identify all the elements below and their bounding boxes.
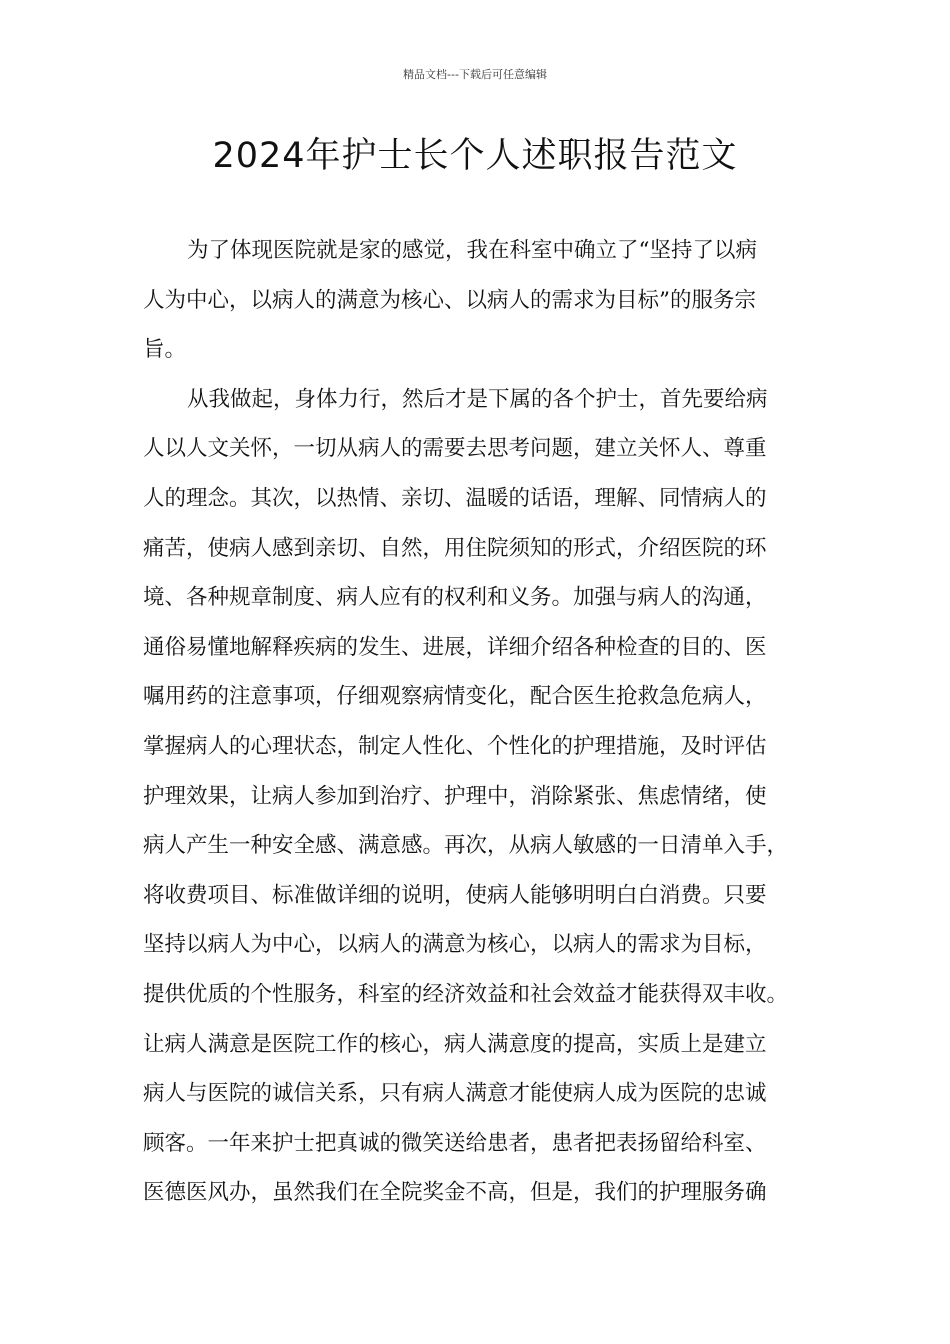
paragraph-line: 护理效果，让病人参加到治疗、护理中，消除紧张、焦虑情绪，使	[143, 783, 767, 809]
paragraph-line: 为了体现医院就是家的感觉，我在科室中确立了“坚持了以病	[187, 238, 757, 263]
paragraph-line: 人为中心，以病人的满意为核心、以病人的需求为目标”的服务宗	[143, 287, 756, 313]
paragraph-line: 痛苦，使病人感到亲切、自然，用住院须知的形式，介绍医院的环	[143, 535, 767, 561]
paragraph-line: 通俗易懂地解释疾病的发生、进展，详细介绍各种检查的目的、医	[143, 634, 767, 660]
paragraph-line: 从我做起，身体力行，然后才是下属的各个护士，首先要给病	[187, 386, 768, 412]
paragraph-line: 病人产生一种安全感、满意感。再次，从病人敏感的一日清单入手，	[143, 833, 789, 859]
header-note: 精品文档---下载后可任意编辑	[403, 68, 547, 81]
paragraph-line: 境、各种规章制度、病人应有的权利和义务。加强与病人的沟通，	[143, 585, 767, 611]
document-title: 2024年护士长个人述职报告范文	[212, 136, 738, 176]
paragraph-line: 嘱用药的注意事项，仔细观察病情变化，配合医生抢救急危病人，	[143, 684, 767, 710]
paragraph-line: 人以人文关怀，一切从病人的需要去思考问题，建立关怀人、尊重	[143, 436, 767, 462]
paragraph-line: 旨。	[143, 337, 187, 363]
paragraph-line: 将收费项目、标准做详细的说明，使病人能够明明白白消费。只要	[143, 882, 767, 908]
paragraph-line: 顾客。一年来护士把真诚的微笑送给患者，患者把表扬留给科室、	[143, 1130, 767, 1156]
paragraph-line: 病人与医院的诚信关系，只有病人满意才能使病人成为医院的忠诚	[143, 1081, 767, 1107]
document-body	[143, 226, 823, 1218]
paragraph-line: 提供优质的个性服务，科室的经济效益和社会效益才能获得双丰收。	[143, 981, 789, 1007]
paragraph-line: 让病人满意是医院工作的核心，病人满意度的提高，实质上是建立	[143, 1031, 767, 1057]
paragraph-line: 人的理念。其次，以热情、亲切、温暖的话语，理解、同情病人的	[143, 485, 767, 511]
paragraph-line: 医德医风办，虽然我们在全院奖金不高，但是，我们的护理服务确	[143, 1180, 767, 1206]
paragraph-line: 坚持以病人为中心，以病人的满意为核心，以病人的需求为目标，	[143, 932, 767, 958]
paragraph-line: 掌握病人的心理状态，制定人性化、个性化的护理措施，及时评估	[143, 733, 767, 759]
